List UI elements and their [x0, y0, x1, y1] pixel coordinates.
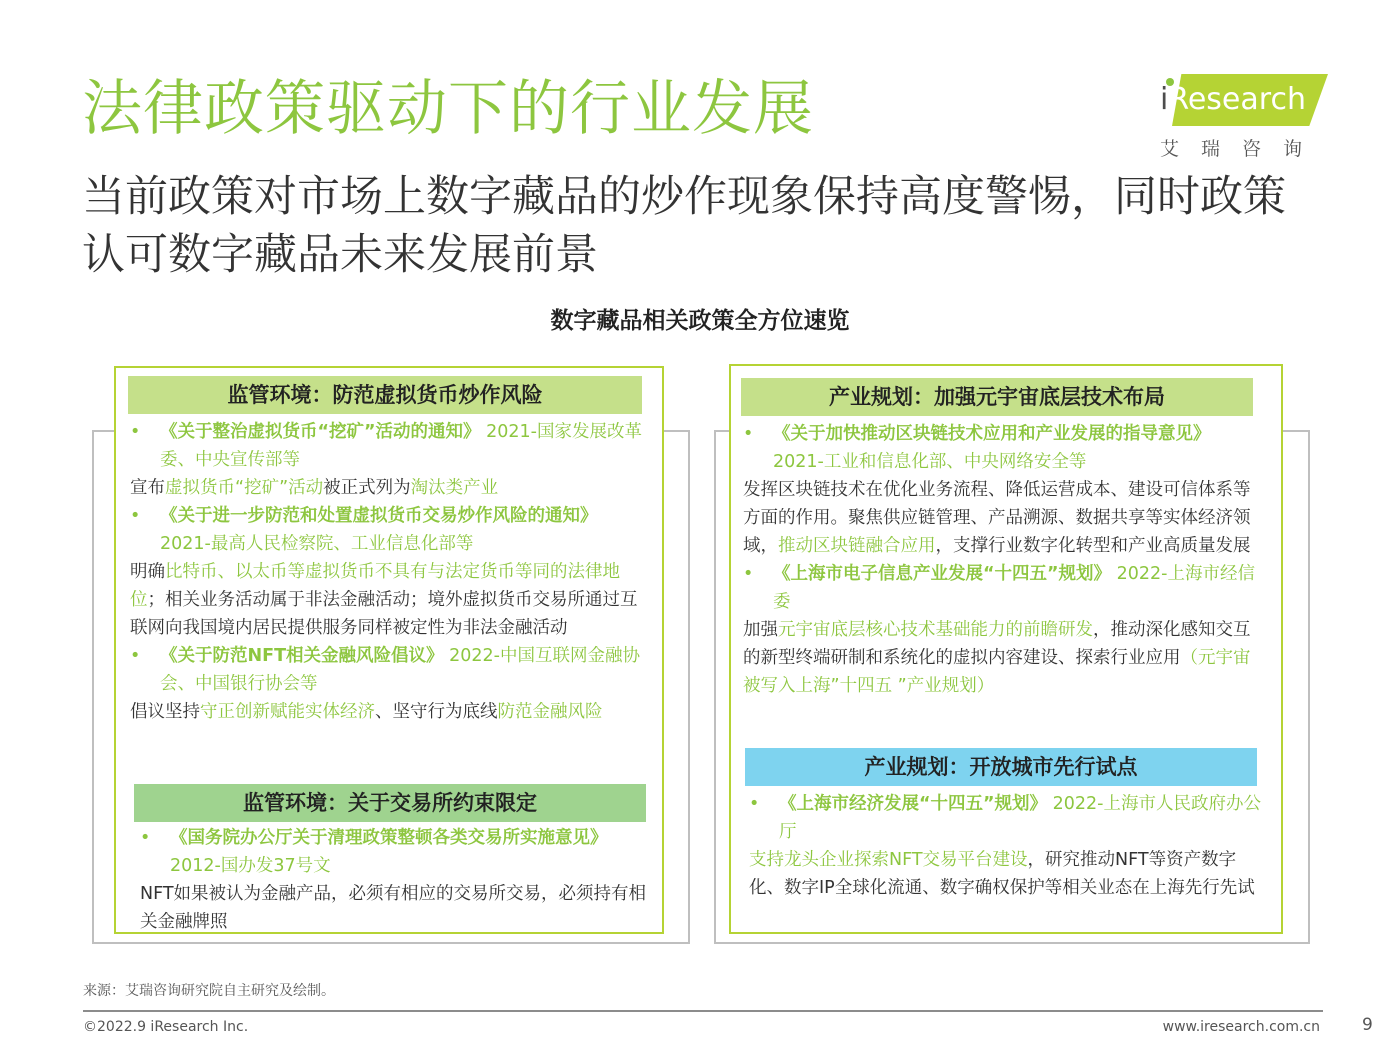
policy-description: 明确比特币、以太币等虚拟货币不具有与法定货币等同的法律地位；相关业务活动属于非法金融活动；境外虚拟货币交易所通过互联网向我国境内居民提供服务同样被定性为非法金融活动	[130, 562, 638, 638]
bullet-icon: •	[743, 424, 754, 444]
bullet-icon: •	[140, 828, 151, 848]
section-heading: 数字藏品相关政策全方位速览	[550, 308, 850, 334]
policy-doc-title: 《关于加快推动区块链技术应用和产业发展的指导意见》	[773, 424, 1211, 444]
page-title: 法律政策驱动下的行业发展	[82, 74, 814, 144]
policy-meta: 2012-国办发37号文	[170, 856, 331, 876]
bullet-icon: •	[743, 564, 754, 584]
policy-meta: 2022-上海市经信委	[773, 564, 1255, 612]
policy-description: 加强元宇宙底层核心技术基础能力的前瞻研发，推动深化感知交互的新型终端研制和系统化的虚拟内容建设、探索行业应用（元宇宙被写入上海”十四五 ”产业规划）	[743, 620, 1251, 696]
right-list-2	[749, 790, 1263, 902]
policy-doc-title: 《上海市电子信息产业发展“十四五”规划》	[773, 564, 1112, 584]
left-bar-regulation: 监管环境：防范虚拟货币炒作风险	[128, 376, 642, 414]
copyright: ©2022.9 iResearch Inc.	[83, 1019, 249, 1035]
bullet-icon: •	[130, 422, 141, 442]
list-item	[140, 824, 648, 880]
right-policy-card	[729, 364, 1283, 934]
left-list-2	[140, 824, 648, 936]
logo-wordmark: iResearch	[1160, 82, 1306, 117]
source-note: 来源：艾瑞咨询研究院自主研究及绘制。	[83, 983, 335, 999]
policy-doc-title: 《关于防范NFT相关金融风险倡议》	[160, 646, 444, 666]
list-item	[743, 420, 1259, 476]
left-bar-exchange: 监管环境：关于交易所约束限定	[134, 784, 646, 822]
policy-description: 支持龙头企业探索NFT交易平台建设，研究推动NFT等资产数字化、数字IP全球化流通、数字确权保护等相关业态在上海先行先试	[749, 850, 1255, 898]
policy-doc-title: 《国务院办公厅关于清理政策整顿各类交易所实施意见》	[170, 828, 608, 848]
list-item	[130, 642, 642, 698]
bullet-icon: •	[130, 646, 141, 666]
page-number: 9	[1362, 1015, 1373, 1035]
policy-meta: 2021-国家发展改革委、中央宣传部等	[160, 422, 642, 470]
list-item	[743, 560, 1259, 616]
policy-meta: 2022-上海市人民政府办公厅	[779, 794, 1261, 842]
policy-meta: 2022-中国互联网金融协会、中国银行协会等	[160, 646, 640, 694]
left-list	[130, 418, 642, 726]
policy-doc-title: 《关于整治虚拟货币“挖矿”活动的通知》	[160, 422, 481, 442]
page-subtitle: 当前政策对市场上数字藏品的炒作现象保持高度警惕，同时政策认可数字藏品未来发展前景	[82, 172, 1286, 280]
bullet-icon: •	[749, 794, 760, 814]
left-policy-card	[114, 366, 664, 934]
policy-meta: 2021-最高人民检察院、工业信息化部等	[160, 534, 474, 554]
right-bar-pilot-city: 产业规划：开放城市先行试点	[745, 748, 1257, 786]
website-link[interactable]: www.iresearch.com.cn	[1162, 1019, 1320, 1035]
policy-description: NFT如果被认为金融产品，必须有相应的交易所交易，必须持有相关金融牌照	[140, 884, 647, 932]
right-list	[743, 420, 1259, 700]
policy-doc-title: 《关于进一步防范和处置虚拟货币交易炒作风险的通知》	[160, 506, 598, 526]
iresearch-logo	[1158, 74, 1330, 164]
policy-meta: 2021-工业和信息化部、中央网络安全等	[773, 452, 1087, 472]
logo-cn-text: 艾瑞咨询	[1160, 138, 1325, 160]
policy-description: 倡议坚持守正创新赋能实体经济、坚守行为底线防范金融风险	[130, 702, 603, 722]
list-item	[130, 502, 642, 558]
policy-description: 发挥区块链技术在优化业务流程、降低运营成本、建设可信体系等方面的作用。聚焦供应链管理、产品溯源、数据共享等实体经济领域，推动区块链融合应用，支撑行业数字化转型和产业高质量发展	[743, 480, 1251, 556]
policy-doc-title: 《上海市经济发展“十四五”规划》	[779, 794, 1048, 814]
list-item	[130, 418, 642, 474]
policy-description: 宣布虚拟货币“挖矿”活动被正式列为淘汰类产业	[130, 478, 499, 498]
bullet-icon: •	[130, 506, 141, 526]
footer-divider	[83, 1010, 1323, 1012]
right-bar-metaverse: 产业规划：加强元宇宙底层技术布局	[741, 378, 1253, 416]
list-item	[749, 790, 1263, 846]
